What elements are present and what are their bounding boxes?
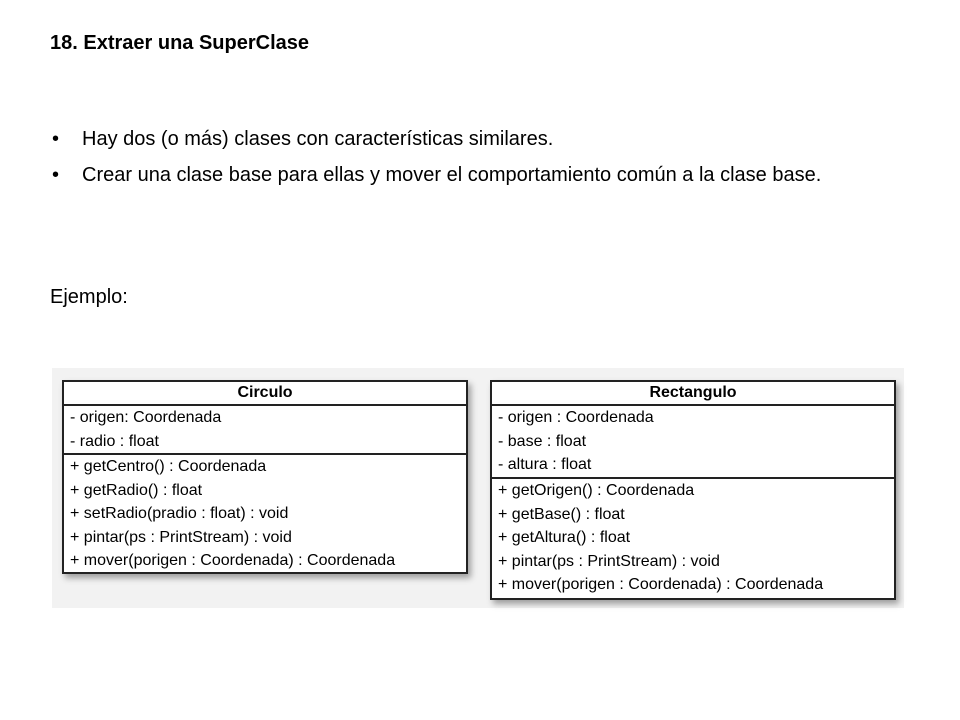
uml-method: + getRadio() : float <box>70 481 203 499</box>
uml-method: + mover(porigen : Coordenada) : Coordenada <box>498 576 824 593</box>
uml-class-circulo-shadow <box>62 380 468 574</box>
uml-methods <box>492 477 894 597</box>
uml-class-name: Rectangulo <box>492 382 894 406</box>
bullet-item <box>50 124 920 154</box>
uml-class-name: Circulo <box>64 382 466 406</box>
uml-method: + pintar(ps : PrintStream) : void <box>498 552 720 570</box>
uml-attribute: - origen: Coordenada <box>70 409 222 426</box>
slide-title: 18. Extraer una SuperClase <box>50 32 310 54</box>
uml-class-rectangulo <box>490 380 896 600</box>
uml-method: + getAltura() : float <box>498 529 631 546</box>
bullet-text: Hay dos (o más) clases con características similares. <box>82 128 554 150</box>
uml-method: + mover(porigen : Coordenada) : Coordenada <box>70 552 396 569</box>
bullet-text: Crear una clase base para ellas y mover el comportamiento común a la clase base. <box>82 164 822 186</box>
uml-attribute: - radio : float <box>70 432 159 450</box>
uml-methods <box>64 453 466 573</box>
bullet-list <box>50 124 920 196</box>
uml-attributes <box>64 406 466 453</box>
bullet-marker: • <box>52 164 60 186</box>
uml-attribute: - origen : Coordenada <box>498 409 654 426</box>
uml-attribute: - base : float <box>498 432 587 450</box>
bullet-item <box>50 160 920 190</box>
bullet-marker: • <box>52 128 60 150</box>
uml-method: + pintar(ps : PrintStream) : void <box>70 528 292 546</box>
example-label: Ejemplo: <box>50 286 128 308</box>
uml-method: + getOrigen() : Coordenada <box>498 482 695 499</box>
uml-attribute: - altura : float <box>498 456 592 473</box>
uml-class-circulo <box>62 380 468 574</box>
uml-attributes <box>492 406 894 477</box>
uml-method: + getBase() : float <box>498 505 625 523</box>
uml-method: + getCentro() : Coordenada <box>70 458 267 475</box>
uml-class-rectangulo-shadow <box>490 380 896 600</box>
uml-method: + setRadio(pradio : float) : void <box>70 505 289 522</box>
